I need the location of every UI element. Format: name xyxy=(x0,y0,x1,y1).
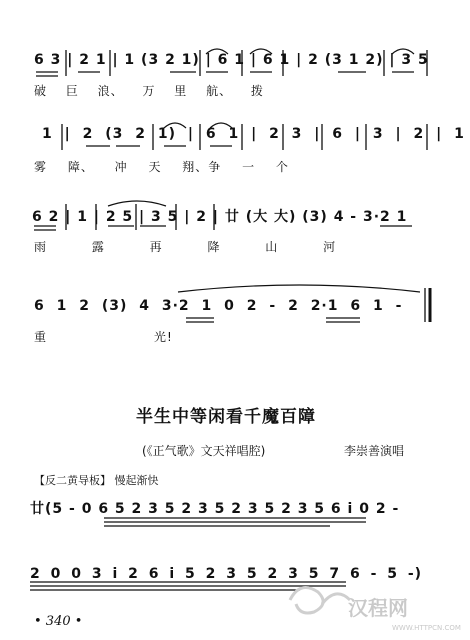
piece-mode-marking: 【反二黄导板】 慢起渐快 xyxy=(34,474,159,487)
score-line2-lyrics: 雾 障、 冲 天 翔、争 一 个 xyxy=(34,160,289,174)
score-line4-lyric-b: 光! xyxy=(154,330,173,344)
score-line1-notes: 6 3 | 2 1 | 1 (3 2 1) | 6 1 | 6 1 | 2 (3 1 2) | 3 5 xyxy=(34,52,429,68)
watermark-text: 汉程网 xyxy=(348,596,408,620)
piece-subtitle: (《正气歌》文天祥唱腔) xyxy=(142,444,266,458)
score-line3-lyrics: 雨 露 再 降 山 河 xyxy=(34,240,337,254)
line5-beams xyxy=(104,518,366,526)
score-line4-notes: 6 1 2 (3) 4 3·2 1 0 2 - 2 2·1 6 1 - xyxy=(34,298,403,314)
score-line5-notes: 廿(5 - 0 6 5 2 3 5 2 3 5 2 3 5 2 3 5 6 i 0 2 - xyxy=(30,501,400,517)
score-line1-lyrics: 破 巨 浪、 万 里 航、 拨 xyxy=(34,84,264,98)
piece-title: 半生中等闲看千魔百障 xyxy=(136,407,316,427)
piece-performer: 李崇善演唱 xyxy=(344,444,405,458)
score-line4-lyric-a: 重 xyxy=(34,330,48,344)
watermark-logo xyxy=(290,588,350,614)
score-line2-notes: 1 | 2 (3 2 1) | 6 1 | 2 3 | 6 | 3 | 2 | 1 xyxy=(42,126,465,142)
watermark-url: WWW.HTTPCN.COM xyxy=(392,624,461,632)
page-number: • 340 • xyxy=(34,614,83,629)
score-line3-notes: 6 2 | 1 | 2 5 | 3 5 | 2 | 廿 (大 大) (3) 4 - 3·2 1 xyxy=(32,209,408,225)
score-line6-notes: 2 0 0 3 i 2 6 i 5 2 3 5 2 3 5 7 6 - 5 -) xyxy=(30,566,423,582)
